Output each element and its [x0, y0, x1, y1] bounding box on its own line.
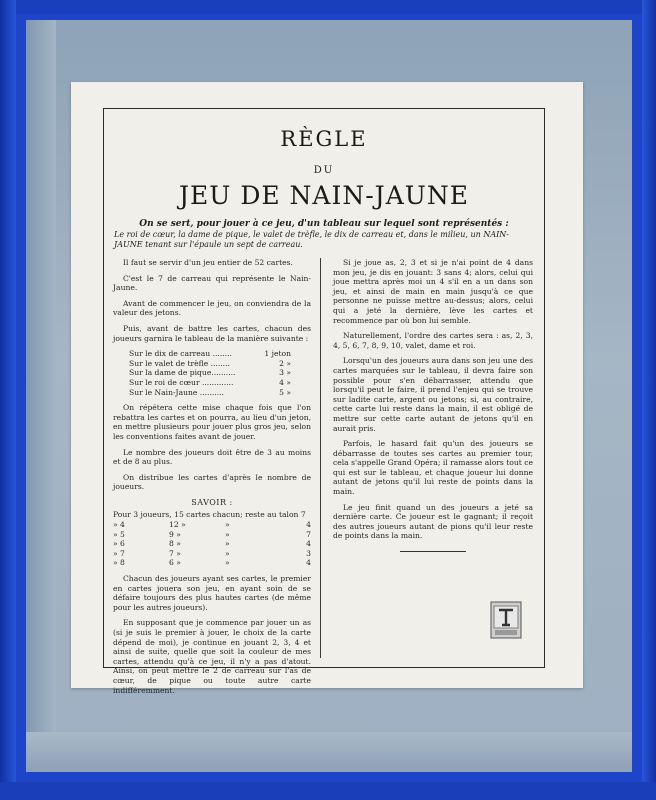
rule-paragraph: Le jeu finit quand un des joueurs a jeté sa dernière carte. Ce joueur est le gagnant; il reçoit des autres joueurs autant de pions qu'il leur reste de points dans la main. — [333, 502, 533, 541]
rule-paragraph: Il faut se servir d'un jeu entier de 52 cartes. — [123, 258, 293, 267]
rule-paragraph: Si je joue as, 2, 3 et si je n'ai point de 4 dans mon jeu, je dis en jouant: 3 sans 4; alors, celui qui joue mettra après moi un 4 s'il en a un dans son jeu, et ainsi de main en main jusqu'à ce que personne ne puisse mettre au-dessus; alors, celui qui a jeté la dernière, lève les cartes et recommence par où bon lui semble. — [333, 258, 533, 325]
distribution-row — [113, 558, 311, 568]
ditto-cell: » — [225, 558, 230, 568]
token-value: 2 » — [279, 358, 291, 368]
rule-paragraph: Lorsqu'un des joueurs aura dans son jeu une des cartes marquées sur le tableau, il devra faire son possible pour s'en débarrasser, attendu que lorsqu'il peut le faire, il prend l'enjeu qui se trouve sur ladite carte, argent ou jetons; si, au contraire, cette carte lui reste dans la main, il est obligé de mettre sur cette carte autant de jetons qu'il en aurait pris. — [333, 356, 533, 433]
cards-cell: 12 » — [169, 520, 186, 530]
cards-cell: 7 » — [169, 548, 181, 558]
distribution-row — [113, 530, 311, 540]
players-cell: » 4 — [113, 520, 125, 530]
box-bottom-edge — [0, 782, 656, 800]
distribution-table — [113, 510, 311, 568]
tray-left-wall — [26, 20, 56, 772]
token-row — [113, 368, 311, 378]
distribution-row — [113, 549, 311, 559]
distribution-row — [113, 520, 311, 530]
rule-paragraph: Avant de commencer le jeu, on conviendra de la valeur des jetons. — [113, 298, 311, 318]
players-cell: » 8 — [113, 558, 125, 568]
tray-bottom-wall — [26, 732, 632, 772]
rule-paragraph: On distribue les cartes d'après le nombre de joueurs. — [113, 472, 311, 492]
token-row — [113, 349, 311, 359]
players-cell: » 7 — [113, 548, 125, 558]
column-divider — [320, 258, 321, 658]
players-cell: » 5 — [113, 529, 125, 539]
talon-cell: 4 — [306, 558, 311, 568]
token-row — [113, 378, 311, 388]
cards-cell: 8 » — [169, 539, 181, 549]
title-du: DU — [313, 165, 335, 176]
right-column — [333, 258, 533, 552]
players-cell: » 6 — [113, 539, 125, 549]
end-rule — [400, 551, 466, 552]
publisher-logo — [490, 598, 522, 640]
ditto-cell: » — [225, 520, 230, 530]
distribution-row — [113, 539, 311, 549]
rule-paragraph: Puis, avant de battre les cartes, chacun des joueurs garnira le tableau de la manière suivante : — [113, 323, 311, 343]
rule-paragraph: Le nombre des joueurs doit être de 3 au moins et de 8 au plus. — [113, 447, 311, 467]
token-label: Sur le dix de carreau ........ — [129, 349, 232, 359]
ditto-cell: » — [225, 548, 230, 558]
cards-cell: 9 » — [169, 529, 181, 539]
intro-body: Le roi de cœur, la dame de pique, le valet de trèfle, le dix de carreau et, dans le milieu, un NAIN-JAUNE tenant sur l'épaule un sept de carreau. — [114, 230, 509, 249]
rule-paragraph: C'est le 7 de carreau qui représente le Nain-Jaune. — [113, 273, 311, 293]
token-row — [113, 388, 311, 398]
ditto-cell: » — [225, 529, 230, 539]
rule-paragraph: Chacun des joueurs ayant ses cartes, le premier en cartes jouera son jeu, en ayant soin de se défaire toujours des plus hautes cartes (de même pour les autres joueurs). — [113, 574, 311, 612]
distribution-first-row: Pour 3 joueurs, 15 cartes chacun; reste au talon 7 — [113, 510, 306, 520]
token-label: Sur le valet de trèfle ........ — [129, 358, 230, 368]
talon-cell: 4 — [306, 520, 311, 530]
intro-lead: On se sert, pour jouer à ce jeu, d'un tableau sur lequel sont représentés : — [139, 219, 509, 229]
token-row — [113, 359, 311, 369]
rule-paragraph: Parfois, le hasard fait qu'un des joueurs se débarrasse de toutes ses cartes au premier tour, cela s'appelle Grand Opéra; il ramasse alors tout ce qui est sur le tableau, et chaque joueur lui donne autant de jetons qu'il lui reste de points dans la main. — [333, 439, 533, 497]
token-label: Sur le Nain-Jaune .......... — [129, 387, 224, 397]
ditto-cell: » — [225, 539, 230, 549]
savoir-heading: SAVOIR : — [191, 497, 233, 507]
left-column — [113, 258, 311, 701]
talon-cell: 7 — [306, 529, 311, 539]
box-top-edge — [0, 0, 656, 14]
talon-cell: 3 — [306, 548, 311, 558]
box-left-edge — [0, 0, 16, 800]
cards-cell: 6 » — [169, 558, 181, 568]
token-value: 5 » — [279, 387, 291, 397]
rule-paragraph: On répétera cette mise chaque fois que l'on rebattra les cartes et on pourra, au lieu d'un jeton, en mettre plusieurs pour jouer plus gros jeu, selon les conventions faites avant de jouer. — [113, 403, 311, 441]
game-title: JEU DE NAIN-JAUNE — [179, 181, 469, 210]
token-label: Sur la dame de pique.......... — [129, 368, 236, 378]
token-label: Sur le roi de cœur ............. — [129, 377, 234, 387]
box-right-edge — [642, 0, 656, 800]
rule-paragraph: En supposant que je commence par jouer un as (si je suis le premier à jouer, le choix de la carte dépend de moi), je continue en jouant 2, 3, 4 et ainsi de suite, quelle que soit la couleur de mes cartes, attendu qu'à ce jeu, il n'y a pas d'atout. Ainsi, on peut mettre le 2 de carreau sur l'as de cœur, de pique ou toute autre carte indifféremment. — [113, 618, 311, 695]
token-value: 3 » — [279, 368, 291, 378]
token-value: 1 jeton — [264, 349, 291, 359]
rule-paragraph: Naturellement, l'ordre des cartes sera : as, 2, 3, 4, 5, 6, 7, 8, 9, 10, valet, dame et roi. — [333, 331, 533, 350]
talon-cell: 4 — [306, 539, 311, 549]
token-value: 4 » — [279, 377, 291, 387]
page-title: RÈGLE — [280, 127, 368, 151]
token-table — [113, 349, 311, 397]
